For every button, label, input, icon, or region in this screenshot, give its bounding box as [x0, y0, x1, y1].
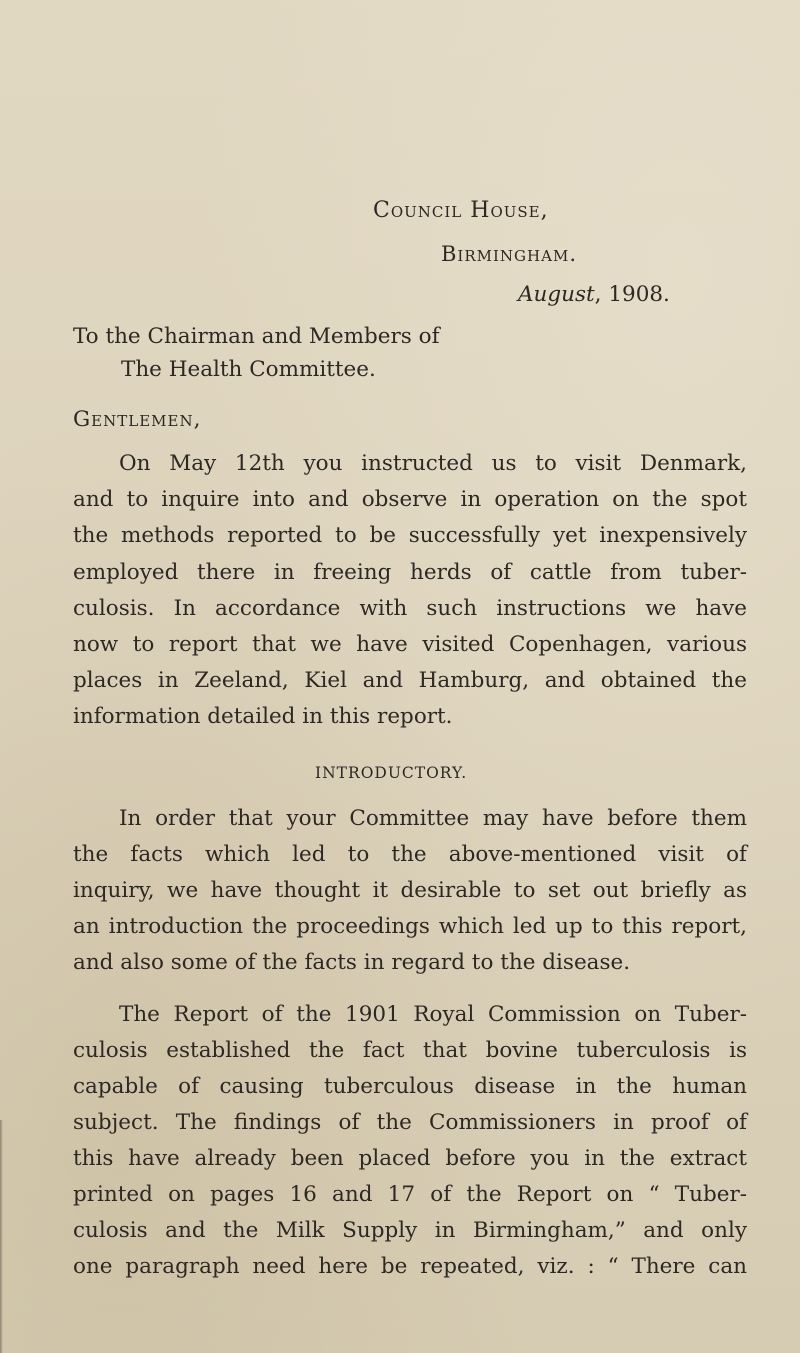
paragraph-1-line-2: and to inquire into and observe in operation on the spot	[73, 487, 747, 512]
paragraph-3-line-1: The Report of the 1901 Royal Commission on Tuber-	[119, 1002, 747, 1027]
paragraph-2-line-4: an introduction the proceedings which led up to this report,	[73, 914, 747, 939]
paragraph-1-line-6: now to report that we have visited Copenhagen, various	[73, 632, 747, 657]
page-edge-shadow	[0, 1120, 3, 1353]
paragraph-3-line-4: subject. The findings of the Commissioners in proof of	[73, 1110, 747, 1135]
paragraph-2-line-3: inquiry, we have thought it desirable to set out briefly as	[73, 878, 747, 903]
paragraph-1-line-4: employed there in freeing herds of cattle from tuber-	[73, 560, 747, 585]
paragraph-3-line-2: culosis established the fact that bovine tuberculosis is	[73, 1038, 747, 1063]
paragraph-1-line-8: information detailed in this report.	[73, 704, 453, 729]
paragraph-1-line-3: the methods reported to be successfully yet inexpensively	[73, 523, 747, 548]
paragraph-2-line-1: In order that your Committee may have before them	[119, 806, 747, 831]
paragraph-2-line-2: the facts which led to the above-mentioned visit of	[73, 842, 747, 867]
paragraph-2-line-5: and also some of the facts in regard to the disease.	[73, 950, 631, 975]
address-line-1: Council House,	[373, 198, 549, 223]
date-month: August	[518, 282, 595, 307]
addressee-line-1: To the Chairman and Members of	[73, 324, 440, 349]
paragraph-3-line-6: printed on pages 16 and 17 of the Report on “ Tuber-	[73, 1182, 747, 1207]
greeting: Gentlemen,	[73, 407, 202, 432]
section-heading: INTRODUCTORY.	[315, 764, 468, 782]
paragraph-1-line-1: On May 12th you instructed us to visit Denmark,	[119, 451, 747, 476]
addressee-line-2: The Health Committee.	[121, 357, 376, 382]
paragraph-3-line-5: this have already been placed before you in the extract	[73, 1146, 747, 1171]
date-line	[518, 280, 670, 310]
paragraph-1-line-7: places in Zeeland, Kiel and Hamburg, and obtained the	[73, 668, 747, 693]
paragraph-3-line-8: one paragraph need here be repeated, viz. : “ There can	[73, 1254, 747, 1279]
address-line-2: Birmingham.	[441, 242, 577, 266]
date-year: , 1908.	[594, 282, 670, 307]
paragraph-3-line-3: capable of causing tuberculous disease in the human	[73, 1074, 747, 1099]
paragraph-3-line-7: culosis and the Milk Supply in Birmingham,” and only	[73, 1218, 747, 1243]
paragraph-1-line-5: culosis. In accordance with such instructions we have	[73, 596, 747, 621]
